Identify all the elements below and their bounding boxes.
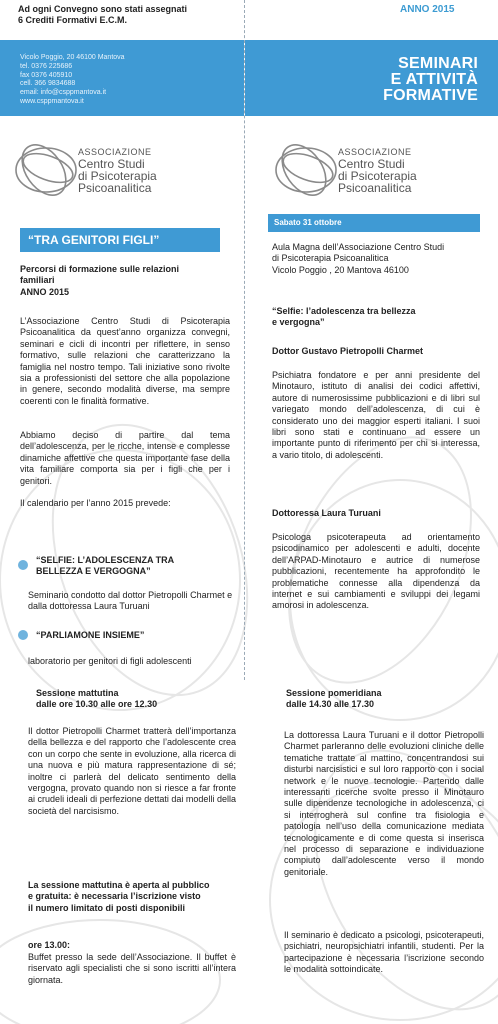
afternoon-session-title: Sessione pomeridiana (286, 688, 382, 698)
access-note-line2: e gratuita: è necessaria l’iscrizione visto (28, 891, 201, 902)
calendar-intro: Il calendario per l’anno 2015 prevede: (20, 498, 171, 508)
seminari-line3: FORMATIVE (383, 87, 478, 104)
logo-line4: Psicoanalitica (338, 181, 412, 195)
ecm-note-line1: Ad ogni Convegno sono stati assegnati (18, 4, 188, 14)
association-logo-left (8, 140, 218, 202)
afternoon-session-header (286, 688, 486, 711)
audience-note: Il seminario è dedicato a psicologi, psicoterapeuti, psichiatri, neuropsichiatri infantili, studenti. Per la partecipazione è necessaria l’iscrizione secondo le modalità sottoindicate. (284, 930, 484, 975)
workshop-title: “PARLIAMONE INSIEME” (36, 630, 145, 640)
seminar-selfie-desc: Seminario condotto dal dottor Pietropolli Charmet e dalla dottoressa Laura Turuani (28, 590, 233, 612)
contact-cell: cell. 366 9834688 (20, 80, 76, 88)
buffet-time: ore 13.00: (28, 940, 71, 950)
selfie-title-line1: “SELFIE: L’ADOLESCENZA TRA (36, 555, 175, 565)
morning-access-note (28, 880, 238, 914)
bullet-dot-icon (18, 560, 28, 570)
logo-line1: ASSOCIAZIONE (78, 147, 152, 157)
access-note-line3: il numero limitato di posti disponibili (28, 902, 185, 913)
venue-line1: Aula Magna dell’Associazione Centro Studi (272, 242, 445, 252)
contact-address: Vicolo Poggio, 20 46100 Mantova (20, 54, 125, 61)
program-subtitle (20, 264, 230, 298)
seminari-line1: SEMINARI (398, 55, 478, 72)
selfie-title-line2: BELLEZZA E VERGOGNA” (36, 566, 151, 577)
event-title (272, 306, 482, 329)
speaker1-name: Dottor Gustavo Pietropolli Charmet (272, 346, 424, 356)
morning-session-time: dalle ore 10.30 alle ore 12.30 (36, 699, 158, 710)
logo-line3: di Psicoterapia (338, 169, 417, 183)
subtitle-line3: ANNO 2015 (20, 286, 70, 297)
ecm-note-line2: 6 Crediti Formativi E.C.M. (18, 15, 128, 25)
event-title-line1: “Selfie: l’adolescenza tra bellezza (272, 306, 416, 316)
access-note-line1: La sessione mattutina è aperta al pubblico (28, 880, 210, 890)
speaker2-name: Dottoressa Laura Turuani (272, 508, 381, 518)
subtitle-line2: familiari (20, 275, 55, 286)
intro-paragraph: L’Associazione Centro Studi di Psicoterapia Psicoanalitica da quest’anno organizza convegni, seminari e cicli di incontri per riflettere, in senso formativo, sulle relazioni che caratterizzano la famiglia nel nostro tempo. Tali iniziative sono rivolte sia a professionisti del settore che alla popolazione in genere, secondo modalità diverse, ma sempre coerenti con le finalità formative. (20, 316, 230, 406)
event-venue (272, 242, 482, 276)
logo-line1: ASSOCIAZIONE (338, 147, 412, 157)
logo-line3: di Psicoterapia (78, 169, 157, 183)
contact-website[interactable]: www.csppmantova.it (20, 97, 84, 105)
workshop-desc: laboratorio per genitori di figli adolescenti (28, 656, 192, 666)
contact-email[interactable]: email: info@csppmantova.it (20, 89, 107, 97)
contact-info (20, 54, 125, 107)
contact-tel: tel. 0376 225686 (20, 62, 73, 70)
association-logo-right (268, 140, 478, 202)
seminari-title (383, 56, 478, 104)
event-title-line2: e vergogna” (272, 317, 325, 328)
venue-line2: di Psicoterapia Psicoanalitica (272, 253, 389, 264)
logo-rings-icon (268, 140, 348, 202)
speaker1-bio: Psichiatra fondatore e per anni presidente del Minotauro, istituto di analisi dei codici affettivi, autore di numerosissime pubblicazioni e di libri sul variegato mondo dell’adolescenza, di cui è considerato uno dei maggior esperti italiani. I suoi libri sono stati e continuano ad essere un importante punto di riferimento per chi si interessa, a vario titolo, di adolescenti. (272, 370, 480, 460)
afternoon-session-text: La dottoressa Laura Turuani e il dottor Pietropolli Charmet parleranno delle evoluzioni cliniche delle tematiche trattate al mattino, concentrandosi sui disturbi narcisistici e sul loro rapporto con i social network e le nuove tecnologie. Partendo dalle interessanti ricerche svolte presso il Minotauro sulle dipendenze tecnologiche in adolescenza, ci si interrogherà sul confine tra fisiologia e patologia nell’uso della comunicazione mediata tecnologicamente e di come questa si inserisca nel processo di separazione e individuazione compiuto dall’adolescente verso il mondo genitoriale. (284, 730, 484, 877)
buffet-text: Buffet presso la sede dell’Associazione. Il buffet è riservato agli specialisti che si sono iscritti all’intera giornata. (28, 952, 236, 985)
program-title: “TRA GENITORI FIGLI” (20, 228, 220, 252)
ecm-credits-note (18, 4, 187, 26)
morning-session-title: Sessione mattutina (36, 688, 119, 698)
logo-line4: Psicoanalitica (78, 181, 152, 195)
contact-fax: fax 0376 405910 (20, 71, 73, 79)
logo-rings-icon (8, 140, 88, 202)
logo-line2: Centro Studi (78, 157, 145, 171)
seminar-selfie-title (36, 555, 236, 578)
bullet-dot-icon (18, 630, 28, 640)
subtitle-line1: Percorsi di formazione sulle relazioni (20, 264, 180, 274)
afternoon-session-time: dalle 14.30 alle 17.30 (286, 699, 375, 710)
logo-line2: Centro Studi (338, 157, 405, 171)
event-date: Sabato 31 ottobre (268, 214, 480, 232)
theme-paragraph: Abbiamo deciso di partire dal tema dell’adolescenza, per le ricche, intense e complesse dinamiche affettive che questa importante fase della vita familiare comporta sia per i figli che per i genitori. (20, 430, 230, 486)
morning-session-text: Il dottor Pietropolli Charmet tratterà dell’importanza della bellezza e del rapporto che l’adolescente crea con un corpo che sente in evoluzione, alla ricerca di una nuova e più matura rappresentazione di sé; inoltre ci parlerà del delicato sentimento della vergogna, provato quando non si riesce a far fronte ai crudeli ideali di perfezione dettati dai modelli della società del narcisismo. (28, 726, 236, 816)
seminari-line2: E ATTIVITÀ (390, 71, 478, 88)
morning-session-header (36, 688, 236, 711)
speaker2-bio: Psicologa psicoterapeuta ad orientamento psicodinamico per adolescenti e adulti, docente dell’ARPAD-Minotauro e autrice di numerose pubblicazioni, recentemente ha approfondito le problematiche connesse alla dipendenza da internet e sui cambiamenti e sviluppi dei legami amorosi in adolescenza. (272, 532, 480, 611)
year-label: ANNO 2015 (400, 4, 455, 15)
venue-line3: Vicolo Poggio , 20 Mantova 46100 (272, 264, 409, 275)
